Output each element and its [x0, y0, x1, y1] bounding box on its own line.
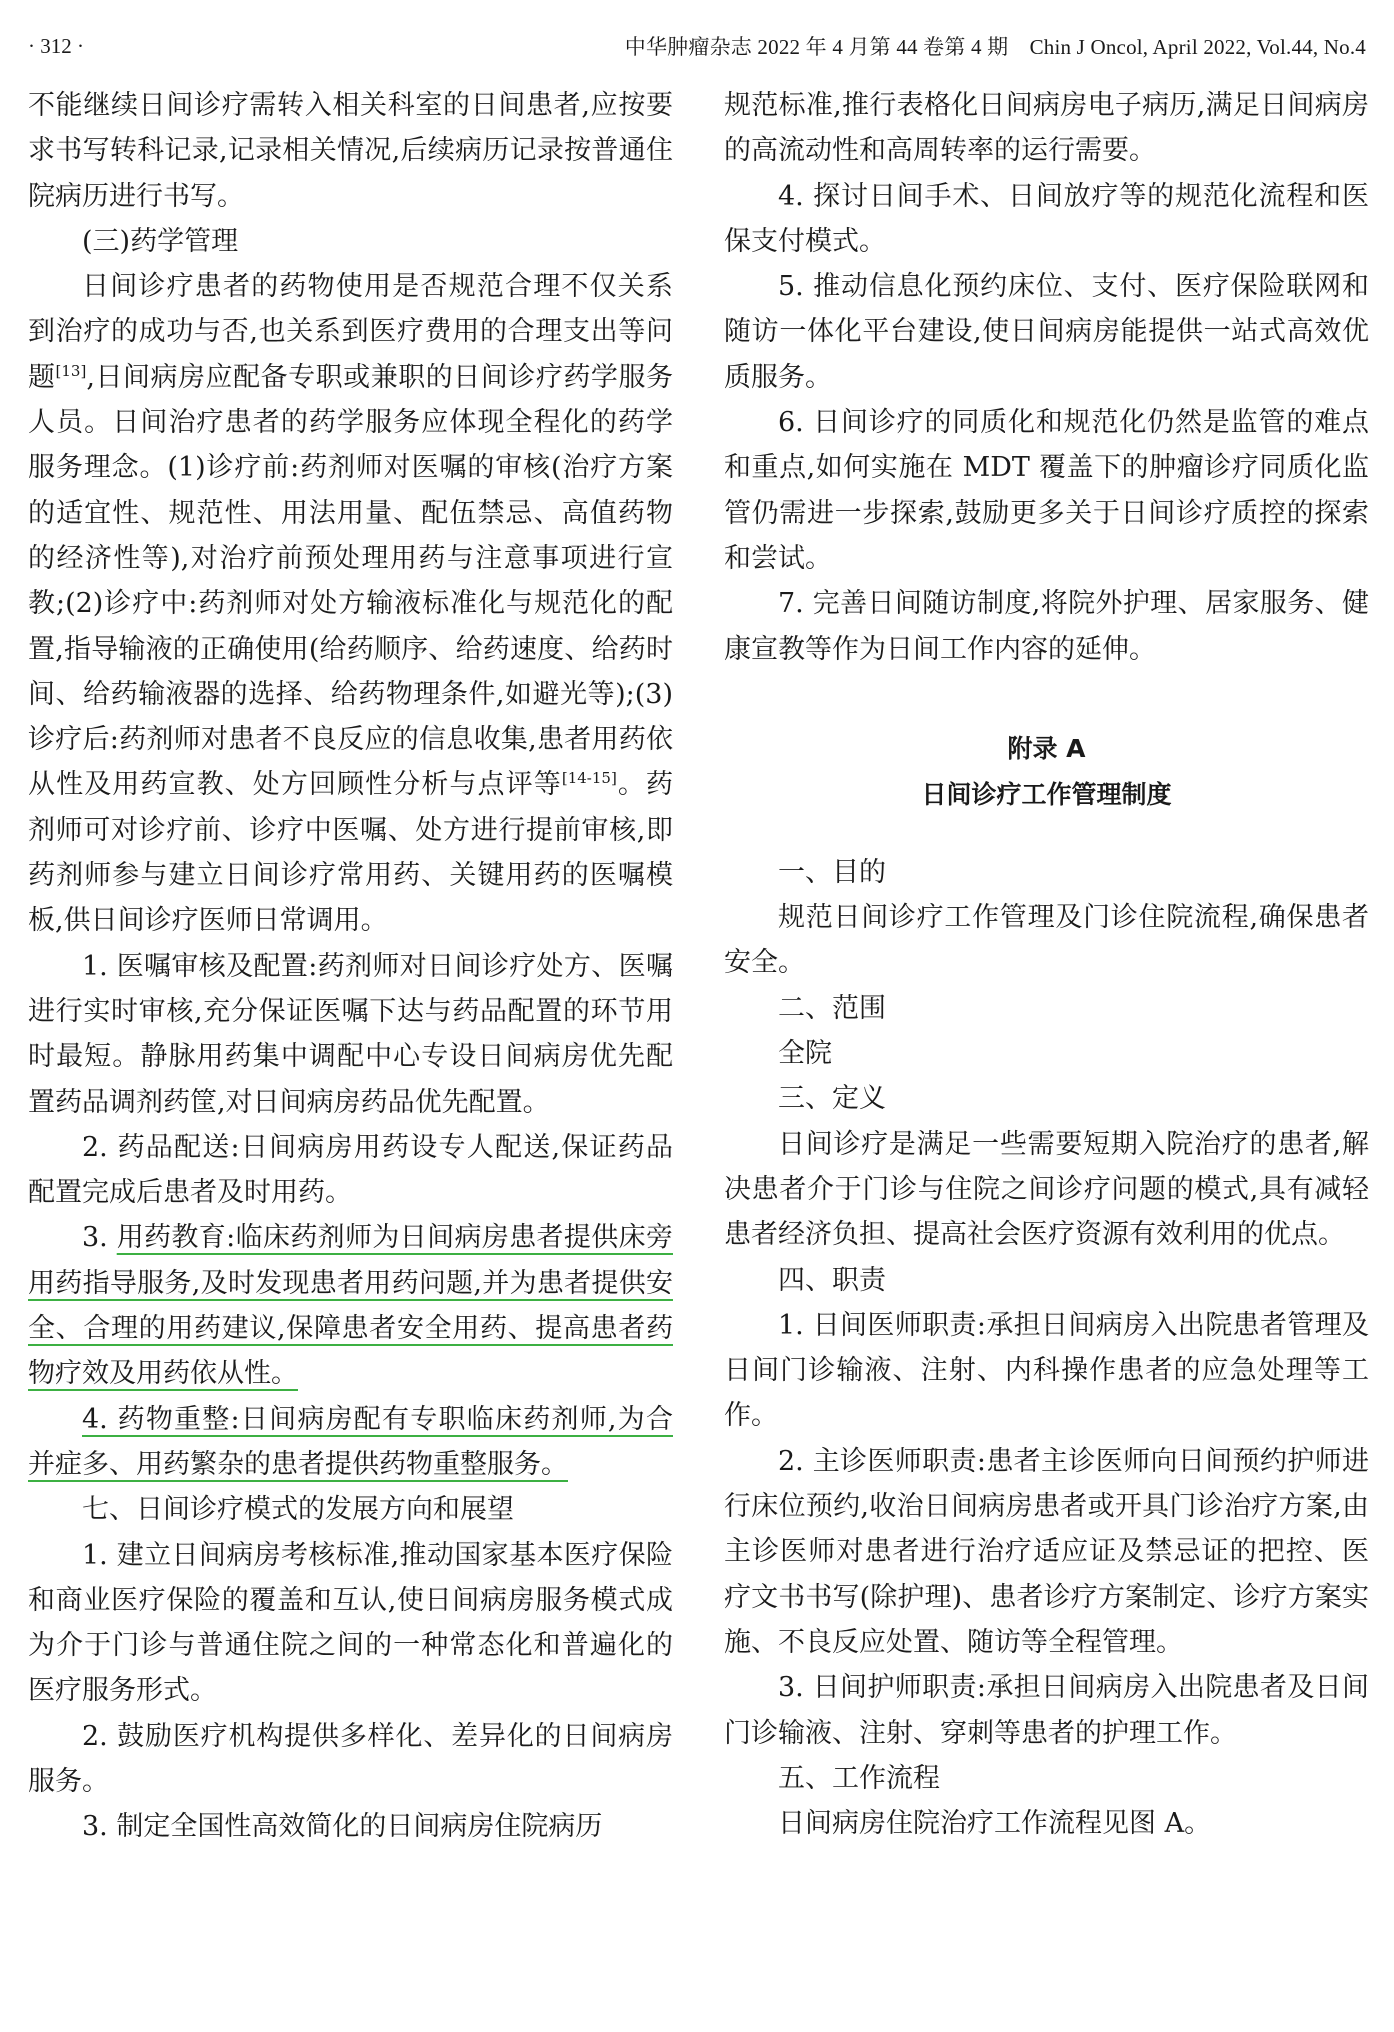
list-item-outlook-6: 6. 日间诊疗的同质化和规范化仍然是监管的难点和重点,如何实施在 MDT 覆盖下的肿瘤诊疗同质化监管仍需进一步探索,鼓励更多关于日间诊疗质控的探索和尝试。: [724, 407, 1369, 574]
highlighted-text-medication-education: 用药教育:临床药剂师为日间病房患者提供床旁用药指导服务,及时发现患者用药问题,并为患者提供安全、合理的用药建议,保障患者安全用药、提高患者药物疗效及用药依从性。: [28, 1222, 673, 1390]
list-item-outlook-1: 1. 建立日间病房考核标准,推动国家基本医疗保险和商业医疗保险的覆盖和互认,使日间病房服务模式成为介于门诊与普通住院之间的一种常态化和普遍化的医疗服务形式。: [28, 1539, 673, 1707]
paragraph-pharmacy-part-a: 日间诊疗患者的药物使用是否规范合理不仅关系到治疗的成功与否,也关系到医疗费用的合理支出等问题: [28, 271, 673, 393]
citation-13: [13]: [55, 361, 87, 380]
list-item-outlook-7: 7. 完善日间随访制度,将院外护理、居家服务、健康宣教等作为日间工作内容的延伸。: [724, 588, 1369, 665]
appendix-heading-definition: 三、定义: [778, 1083, 886, 1115]
running-header: [28, 26, 1366, 66]
section-heading-pharmacy: (三)药学管理: [82, 225, 239, 257]
appendix-heading-workflow: 五、工作流程: [778, 1762, 940, 1794]
list-item-outlook-2: 2. 鼓励医疗机构提供多样化、差异化的日间病房服务。: [28, 1720, 673, 1797]
page-number: · 312 ·: [28, 33, 84, 58]
appendix-text-purpose: 规范日间诊疗工作管理及门诊住院流程,确保患者安全。: [724, 902, 1369, 979]
duty-attending-physician: 2. 主诊医师职责:患者主诊医师向日间预约护师进行床位预约,收治日间病房患者或开具门诊治疗方案,由主诊医师对患者进行治疗适应证及禁忌证的把控、医疗文书书写(除护理)、患者诊疗方案制定、诊疗方案实施、不良反应处置、随访等全程管理。: [724, 1445, 1369, 1658]
spacer: [724, 818, 1369, 850]
appendix-heading-duties: 四、职责: [778, 1264, 886, 1296]
appendix-heading-purpose: 一、目的: [778, 856, 886, 888]
journal-citation: 中华肿瘤杂志 2022 年 4 月第 44 卷第 4 期 Chin J Oncol, April 2022, Vol.44, No.4: [624, 35, 1366, 59]
duty-day-nurse: 3. 日间护师职责:承担日间病房入出院患者及日间门诊输液、注射、穿刺等患者的护理工作。: [724, 1672, 1369, 1749]
highlighted-text-medication-reconciliation: 4. 药物重整:日间病房配有专职临床药剂师,为合并症多、用药繁杂的患者提供药物重整服务。: [28, 1403, 673, 1480]
list-item-outlook-5: 5. 推动信息化预约床位、支付、医疗保险联网和随访一体化平台建设,使日间病房能提供一站式高效优质服务。: [724, 271, 1369, 393]
appendix-text-workflow: 日间病房住院治疗工作流程见图 A。: [778, 1808, 1212, 1840]
list-item-outlook-3-start: 3. 制定全国性高效简化的日间病房住院病历: [82, 1811, 603, 1843]
list-item-drug-delivery: 2. 药品配送:日间病房用药设专人配送,保证药品配置完成后患者及时用药。: [28, 1131, 673, 1209]
list-item-order-review: 1. 医嘱审核及配置:药剂师对日间诊疗处方、医嘱进行实时审核,充分保证医嘱下达与药品配置的环节用时最短。静脉用药集中调配中心专设日间病房优先配置药品调剂药筐,对日间病房药品优先配置。: [28, 950, 673, 1118]
duty-day-physician: 1. 日间医师职责:承担日间病房入出院患者管理及日间门诊输液、注射、内科操作患者的应急处理等工作。: [724, 1309, 1369, 1432]
list-item-outlook-3-continued: 规范标准,推行表格化日间病房电子病历,满足日间病房的高流动性和高周转率的运行需要。: [724, 90, 1369, 167]
list-item-medication-reconciliation: [28, 1397, 673, 1488]
appendix-label: 附录 A: [1007, 733, 1086, 763]
paragraph-pharmacy-part-c: 。药剂师可对诊疗前、诊疗中医嘱、处方进行提前审核,即药剂师参与建立日间诊疗常用药、关键用药的医嘱模板,供日间诊疗医师日常调用。: [28, 769, 674, 937]
paragraph-transfer-record: 不能继续日间诊疗需转入相关科室的日间患者,应按要求书写转科记录,记录相关情况,后续病历记录按普通住院病历进行书写。: [28, 90, 673, 212]
appendix-text-scope: 全院: [778, 1038, 832, 1070]
appendix-heading-scope: 二、范围: [778, 992, 886, 1024]
list-item-number: 3.: [82, 1222, 117, 1254]
spacer: [724, 672, 1369, 726]
paragraph-pharmacy: [28, 264, 673, 943]
left-column: [28, 83, 673, 1850]
section-heading-outlook: 七、日间诊疗模式的发展方向和展望: [82, 1494, 514, 1526]
list-item-outlook-4: 4. 探讨日间手术、日间放疗等的规范化流程和医保支付模式。: [724, 180, 1369, 257]
citation-14-15: [14-15]: [561, 769, 617, 788]
right-column: [724, 83, 1369, 1846]
paragraph-pharmacy-part-b: ,日间病房应配备专职或兼职的日间诊疗药学服务人员。日间治疗患者的药学服务应体现全程化的药学服务理念。(1)诊疗前:药剂师对医嘱的审核(治疗方案的适宜性、规范性、用法用量、配伍禁忌、高值药物的经济性等),对治疗前预处理用药与注意事项进行宣教;(2)诊疗中:药剂师对处方输液标准化与规范化的配置,指导输液的正确使用(给药顺序、给药速度、给药时间、给药输液器的选择、给药物理条件,如避光等);(3)诊疗后:药剂师对患者不良反应的信息收集,患者用药依从性及用药宣教、处方回顾性分析与点评等: [28, 361, 673, 801]
appendix-title: 日间诊疗工作管理制度: [921, 779, 1172, 809]
appendix-text-definition: 日间诊疗是满足一些需要短期入院治疗的患者,解决患者介于门诊与住院之间诊疗问题的模式,具有减轻患者经济负担、提高社会医疗资源有效利用的优点。: [724, 1128, 1369, 1251]
list-item-medication-education: [28, 1215, 673, 1396]
